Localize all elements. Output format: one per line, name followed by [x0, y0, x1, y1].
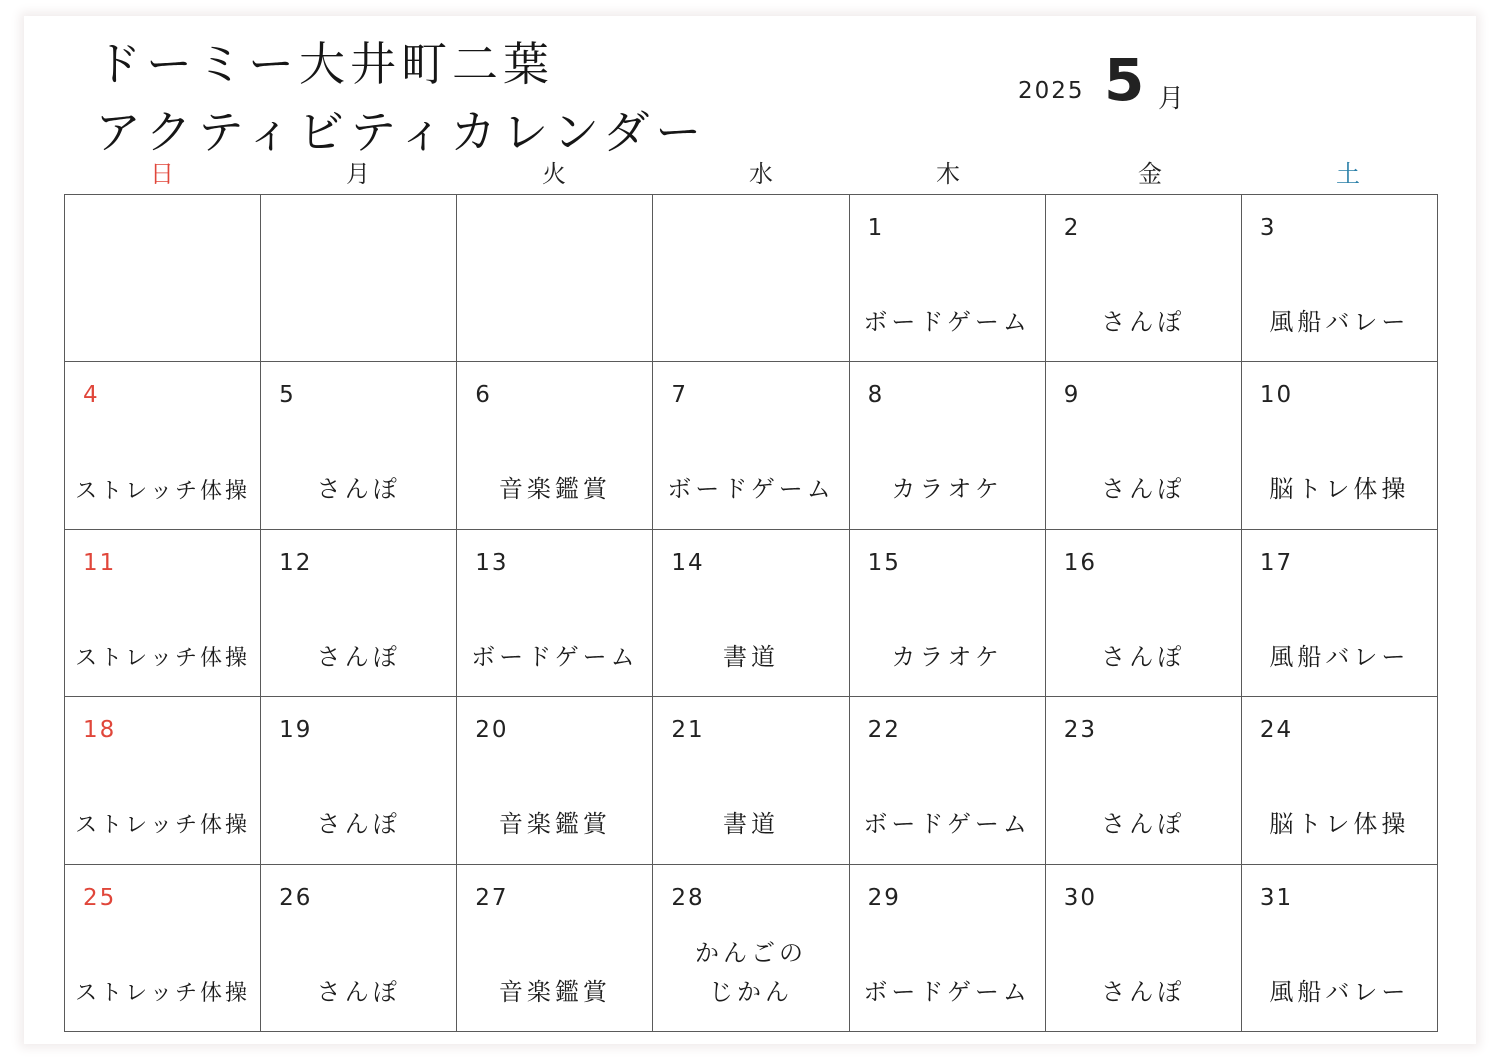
day-cell — [65, 697, 261, 864]
day-number: 18 — [83, 717, 117, 744]
day-number: 19 — [279, 717, 313, 744]
day-cell — [1046, 195, 1242, 362]
activity-label: ストレッチ体操 — [75, 980, 250, 1006]
day-cell — [457, 530, 653, 697]
day-cell — [1046, 865, 1242, 1032]
activity-label: さんぽ — [1101, 977, 1186, 1006]
day-cell — [653, 697, 849, 864]
day-number: 1 — [867, 215, 885, 241]
day-cell — [261, 697, 457, 864]
weekday-tuesday: 火 — [542, 160, 566, 188]
day-number: 14 — [671, 549, 705, 576]
day-cell — [457, 697, 653, 864]
day-cell — [1242, 362, 1438, 529]
day-cell — [261, 530, 457, 697]
day-cell — [261, 865, 457, 1032]
weekday-saturday: 土 — [1336, 160, 1360, 188]
day-number: 2 — [1063, 215, 1081, 241]
activity-label: さんぽ — [316, 642, 401, 671]
weekday-wednesday: 水 — [749, 160, 773, 188]
day-cell — [65, 530, 261, 697]
activity-label: 音楽鑑賞 — [498, 977, 611, 1006]
day-number: 5 — [279, 382, 296, 409]
day-cell — [653, 865, 849, 1032]
day-cell — [1046, 530, 1242, 697]
day-cell — [1242, 865, 1438, 1032]
day-number: 28 — [671, 884, 705, 911]
activity-label: ボードゲーム — [863, 977, 1031, 1006]
activity-label: 脳トレ体操 — [1269, 810, 1410, 839]
empty-day-cell — [261, 195, 457, 362]
empty-day-cell — [457, 195, 653, 362]
day-number: 22 — [867, 717, 901, 744]
activity-label: さんぽ — [1101, 810, 1186, 839]
day-number: 12 — [279, 549, 313, 576]
day-number: 10 — [1259, 382, 1294, 409]
activity-label: ボードゲーム — [863, 308, 1031, 336]
activity-label: 音楽鑑賞 — [498, 810, 611, 839]
day-number: 25 — [83, 884, 117, 911]
activity-label: ボードゲーム — [863, 810, 1031, 839]
day-cell — [850, 530, 1046, 697]
day-cell — [457, 362, 653, 529]
day-cell — [1046, 362, 1242, 529]
activity-label: 音楽鑑賞 — [498, 475, 611, 504]
day-number: 29 — [867, 884, 901, 911]
activity-label: カラオケ — [891, 642, 1003, 671]
activity-label: 脳トレ体操 — [1269, 475, 1410, 504]
day-cell — [850, 865, 1046, 1032]
day-number: 21 — [671, 717, 705, 744]
day-number: 3 — [1259, 215, 1277, 241]
day-number: 13 — [475, 549, 509, 576]
day-cell — [1242, 195, 1438, 362]
day-cell — [1242, 697, 1438, 864]
day-cell — [1242, 530, 1438, 697]
weekday-friday: 金 — [1138, 160, 1162, 188]
day-cell — [850, 195, 1046, 362]
weekday-sunday: 日 — [150, 160, 174, 188]
year-label: 2025 — [1018, 78, 1085, 104]
activity-label: さんぽ — [316, 977, 401, 1006]
empty-day-cell — [653, 195, 849, 362]
activity-label: 風船バレー — [1269, 308, 1410, 336]
activity-label: ストレッチ体操 — [75, 813, 250, 839]
day-number: 20 — [475, 717, 509, 744]
calendar-title: アクティビティカレンダー — [95, 105, 708, 159]
weekday-thursday: 木 — [936, 160, 960, 188]
activity-label: さんぽ — [1101, 642, 1186, 671]
day-cell — [653, 530, 849, 697]
day-number: 4 — [83, 382, 100, 409]
facility-name-title: ドーミー大井町二葉 — [95, 37, 554, 91]
day-number: 26 — [279, 884, 313, 911]
day-number: 11 — [83, 549, 117, 576]
day-cell — [1046, 697, 1242, 864]
empty-day-cell — [65, 195, 261, 362]
day-cell — [850, 697, 1046, 864]
day-cell — [65, 362, 261, 529]
day-cell — [65, 865, 261, 1032]
day-number: 15 — [867, 549, 901, 576]
day-number: 7 — [671, 382, 689, 409]
day-number: 17 — [1259, 549, 1294, 576]
month-unit-label: 月 — [1158, 84, 1185, 114]
calendar-grid — [64, 194, 1438, 1032]
day-number: 24 — [1259, 717, 1294, 744]
day-number: 27 — [475, 884, 509, 911]
activity-label: さんぽ — [1101, 475, 1186, 504]
activity-label: 書道 — [722, 810, 779, 839]
activity-label: ストレッチ体操 — [75, 478, 250, 504]
weekday-monday: 月 — [346, 160, 370, 188]
day-cell — [653, 362, 849, 529]
day-number: 30 — [1063, 884, 1097, 911]
day-number: 16 — [1063, 549, 1097, 576]
activity-label: 書道 — [722, 642, 779, 671]
activity-label: ストレッチ体操 — [75, 646, 250, 671]
activity-label: さんぽ — [316, 475, 401, 504]
day-cell — [261, 362, 457, 529]
activity-label: ボードゲーム — [471, 642, 639, 671]
activity-label: さんぽ — [1101, 308, 1186, 336]
day-cell — [850, 362, 1046, 529]
day-number: 31 — [1259, 884, 1294, 911]
day-number: 6 — [475, 382, 492, 409]
activity-label: さんぽ — [316, 810, 401, 839]
month-number: 5 — [1104, 46, 1145, 114]
activity-label: 風船バレー — [1269, 642, 1410, 671]
day-cell — [457, 865, 653, 1032]
activity-label: カラオケ — [891, 475, 1003, 504]
activity-label: 風船バレー — [1269, 977, 1410, 1006]
activity-label: ボードゲーム — [667, 475, 835, 504]
day-number: 9 — [1063, 382, 1081, 409]
day-number: 8 — [867, 382, 885, 409]
activity-label: かんごの じかん — [694, 939, 807, 1006]
day-number: 23 — [1063, 717, 1097, 744]
